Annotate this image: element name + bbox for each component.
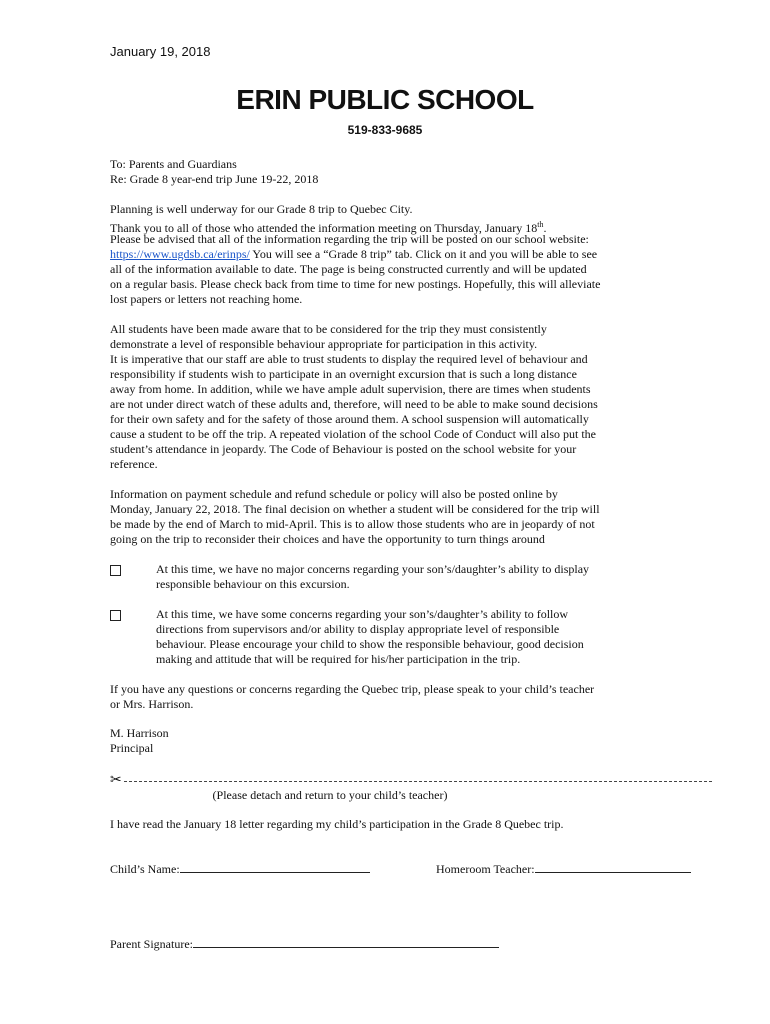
option2-line: behaviour. Please encourage your child to show the responsible behaviour, good decision: [156, 637, 584, 651]
option2-line: directions from supervisors and/or ability to display appropriate level of responsible: [156, 622, 560, 636]
para1-line2-end: .: [543, 221, 547, 235]
para3-line: Information on payment schedule and refund schedule or policy will also be posted online by: [110, 487, 558, 501]
para1-line: [110, 247, 597, 262]
para2-line: It is imperative that our staff are able to trust students to display the required level of behaviour and: [110, 352, 588, 366]
option1-line: At this time, we have no major concerns regarding your son’s/daughter’s ability to display: [156, 562, 590, 576]
para3-line: going on the trip to reconsider their choices and have the opportunity to turn things around: [110, 532, 545, 546]
para1-line2-text: Thank you to all of those who attended the information meeting on Thursday, January 18: [110, 221, 538, 235]
para2-line: away from home. In addition, while we have ample adult supervision, there are times when students: [110, 382, 591, 396]
para1-line4-text: You will see a “Grade 8 trip” tab. Click on it and you will be able to see: [249, 247, 598, 261]
parent-signature-label: Parent Signature:: [110, 937, 193, 951]
signer-title: Principal: [110, 741, 154, 755]
homeroom-teacher-blank[interactable]: [535, 862, 691, 873]
homeroom-teacher-label: Homeroom Teacher:: [436, 862, 535, 876]
para1-line: Planning is well underway for our Grade 8 trip to Quebec City.: [110, 202, 413, 216]
para2-line: All students have been made aware that to be considered for the trip they must consistently: [110, 322, 547, 336]
para2-line: demonstrate a level of responsible behaviour appropriate for participation in this activity.: [110, 337, 538, 351]
parent-signature-blank[interactable]: [193, 937, 499, 948]
para2-line: responsibility if students wish to participate in an overnight excursion that is such a long distance: [110, 367, 577, 381]
child-name-blank[interactable]: [180, 862, 370, 873]
para2-line: are not under direct watch of these adults and, therefore, will need to be able to make sound decisions: [110, 397, 598, 411]
parent-signature-field[interactable]: [110, 937, 499, 952]
para1-line: on a regular basis. Please check back from time to time for new postings. Hopefully, this will alleviate: [110, 277, 601, 291]
para1-line2-sup: th: [537, 220, 544, 229]
para3-line: Monday, January 22, 2018. The final decision on whether a student will be considered for the trip will: [110, 502, 600, 516]
detach-instruction: (Please detach and return to your child’s teacher): [212, 788, 448, 802]
para1-line: lost papers or letters not reaching home.: [110, 292, 303, 306]
para1-line: all of the information available to date. The page is being constructed currently and will be updated: [110, 262, 587, 276]
address-to: To: Parents and Guardians: [110, 157, 237, 171]
some-concerns-checkbox[interactable]: [110, 610, 121, 621]
option2-line: At this time, we have some concerns regarding your son’s/daughter’s ability to follow: [156, 607, 569, 621]
option2-line: making and attitude that will be required for his/her participation in the trip.: [156, 652, 521, 666]
para2-line: student’s attendance in jeopardy. The Code of Behaviour is posted on the school website for your: [110, 442, 577, 456]
school-website-link[interactable]: https://www.ugdsb.ca/erinps/: [110, 247, 250, 261]
para1-line: Please be advised that all of the information regarding the trip will be posted on our school website:: [110, 232, 589, 246]
signer-name: M. Harrison: [110, 726, 169, 740]
para2-line: reference.: [110, 457, 158, 471]
homeroom-teacher-field[interactable]: [436, 862, 691, 877]
slip-statement: I have read the January 18 letter regarding my child’s participation in the Grade 8 Quebec trip.: [110, 817, 564, 831]
closing-line: or Mrs. Harrison.: [110, 697, 194, 711]
option1-line: responsible behaviour on this excursion.: [156, 577, 350, 591]
para3-line: be made by the end of March to mid-April. This is to allow those students who are in jeopardy of not: [110, 517, 595, 531]
letter-date: January 19, 2018: [110, 44, 211, 59]
child-name-label: Child’s Name:: [110, 862, 180, 876]
para2-line: cause a student to be off the trip. A repeated violation of the school Code of Conduct will also put the: [110, 427, 597, 441]
school-phone: 519-833-9685: [347, 123, 423, 137]
child-name-field[interactable]: [110, 862, 370, 877]
scissors-icon: ✂: [110, 773, 122, 788]
no-concerns-checkbox[interactable]: [110, 565, 121, 576]
closing-line: If you have any questions or concerns regarding the Quebec trip, please speak to your child’s teacher: [110, 682, 595, 696]
address-re: Re: Grade 8 year-end trip June 19-22, 2018: [110, 172, 319, 186]
cut-line: [110, 772, 712, 789]
school-name: ERIN PUBLIC SCHOOL: [236, 84, 534, 115]
para2-line: for their own safety and for the safety of those around them. A school suspension will automatically: [110, 412, 589, 426]
